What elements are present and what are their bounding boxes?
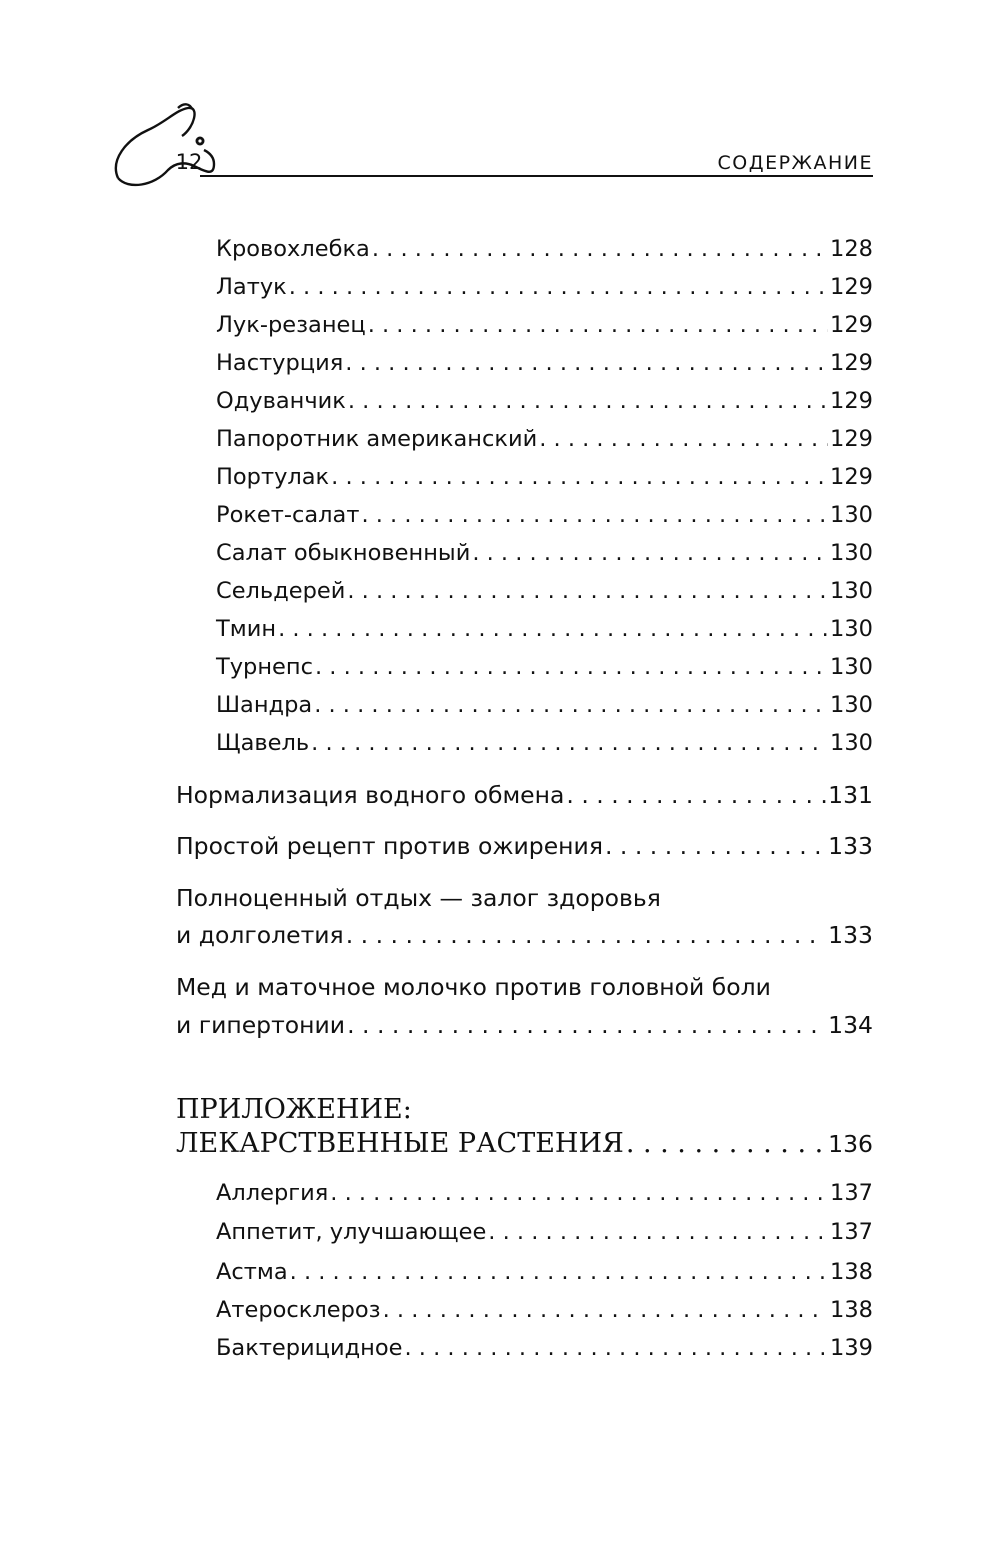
toc-entry	[216, 500, 873, 530]
toc-entry-page: 129	[830, 426, 873, 452]
page-number: 12	[175, 150, 203, 174]
toc-entry-title: Латук	[216, 274, 287, 300]
toc-entry	[216, 234, 873, 264]
toc-entry-title: Лук-резанец	[216, 312, 366, 338]
toc-entry	[216, 1178, 873, 1208]
toc-entry-title: Папоротник американский	[216, 426, 538, 452]
toc-entry	[216, 1217, 873, 1247]
toc-main-entry	[176, 831, 873, 861]
toc-entry-title: Салат обыкновенный	[216, 540, 471, 566]
toc-entry-title: Атеросклероз	[216, 1297, 381, 1323]
toc-entry-page: 129	[830, 274, 873, 300]
toc-entry-title: Кровохлебка	[216, 236, 370, 262]
leader-dots	[289, 272, 828, 302]
toc-entry-page: 136	[828, 1130, 873, 1158]
leader-dots	[290, 1257, 828, 1287]
toc-entry-page: 130	[830, 654, 873, 680]
leader-dots	[330, 1178, 828, 1208]
toc-entry-page: 128	[830, 236, 873, 262]
toc-entry-page: 138	[830, 1297, 873, 1323]
toc-entry-title: Сельдерей	[216, 578, 346, 604]
leader-dots	[488, 1217, 828, 1247]
toc-entry-title-line1: Мед и маточное молочко против головной боли	[176, 973, 771, 1001]
toc-entry-title: Простой рецепт против ожирения	[176, 832, 603, 860]
toc-entry-page: 138	[830, 1259, 873, 1285]
appendix-heading	[176, 1127, 873, 1161]
leader-dots	[348, 386, 828, 416]
toc-entry	[216, 424, 873, 454]
toc-entry-page: 130	[830, 502, 873, 528]
toc-entry-page: 133	[828, 832, 873, 860]
toc-entry-title: Турнепс	[216, 654, 313, 680]
toc-entry	[216, 538, 873, 568]
leader-dots	[346, 920, 826, 950]
toc-main-entry	[176, 780, 873, 810]
toc-entry	[216, 728, 873, 758]
toc-main-entry	[176, 920, 873, 950]
leader-dots	[539, 424, 828, 454]
leader-dots	[311, 728, 828, 758]
toc-entry	[216, 348, 873, 378]
appendix-heading-line1: ПРИЛОЖЕНИЕ:	[176, 1094, 412, 1125]
toc-entry-page: 137	[830, 1180, 873, 1206]
toc-entry	[216, 614, 873, 644]
leader-dots	[347, 576, 828, 606]
toc-entry-page: 129	[830, 388, 873, 414]
toc-entry	[216, 1333, 873, 1363]
page-header	[0, 0, 1000, 200]
toc-entry-page: 130	[830, 692, 873, 718]
toc-entry-page: 129	[830, 464, 873, 490]
leader-dots	[404, 1333, 828, 1363]
leader-dots	[368, 310, 828, 340]
toc-entry-title: Аппетит, улучшающее	[216, 1219, 487, 1245]
toc-entry-title: Рокет-салат	[216, 502, 360, 528]
toc-main-entry	[176, 1010, 873, 1040]
toc-entry-page: 137	[830, 1219, 873, 1245]
leader-dots	[361, 500, 828, 530]
leader-dots	[566, 780, 826, 810]
toc-entry	[216, 310, 873, 340]
toc-entry-title: Щавель	[216, 730, 310, 756]
leader-dots	[605, 831, 826, 861]
toc-entry	[216, 1257, 873, 1287]
leader-dots	[314, 690, 828, 720]
toc-entry-title: Одуванчик	[216, 388, 346, 414]
leader-dots	[383, 1295, 828, 1325]
toc-entry	[216, 1295, 873, 1325]
toc-entry	[216, 576, 873, 606]
toc-entry-title: Тмин	[216, 616, 277, 642]
toc-entry-title: Астма	[216, 1259, 288, 1285]
leader-dots	[372, 234, 828, 264]
toc-entry-page: 130	[830, 578, 873, 604]
running-title: СОДЕРЖАНИЕ	[717, 152, 873, 174]
toc-entry	[216, 462, 873, 492]
toc-entry-page: 139	[830, 1335, 873, 1361]
toc-entry-title: Шандра	[216, 692, 313, 718]
toc-entry-title-line1: Полноценный отдых — залог здоровья	[176, 884, 661, 912]
toc-entry-page: 130	[830, 616, 873, 642]
appendix-title: ЛЕКАРСТВЕННЫЕ РАСТЕНИЯ	[176, 1128, 624, 1159]
toc-entry	[216, 386, 873, 416]
toc-entry-title: Бактерицидное	[216, 1335, 403, 1361]
leader-dots	[315, 652, 828, 682]
toc-entry-page: 130	[830, 540, 873, 566]
leader-dots	[626, 1127, 826, 1161]
leader-dots	[347, 1010, 826, 1040]
toc-entry-page: 129	[830, 312, 873, 338]
toc-entry-page: 134	[828, 1011, 873, 1039]
leader-dots	[345, 348, 828, 378]
toc-entry-page: 133	[828, 921, 873, 949]
toc-entry-title: и долголетия	[176, 921, 344, 949]
toc-entry	[216, 690, 873, 720]
toc-entry-page: 129	[830, 350, 873, 376]
leader-dots	[278, 614, 828, 644]
toc-entry	[216, 272, 873, 302]
toc-entry-title: Нормализация водного обмена	[176, 781, 565, 809]
toc-entry-title: и гипертонии	[176, 1011, 346, 1039]
leader-dots	[331, 462, 828, 492]
header-rule	[200, 175, 873, 177]
toc-entry-title: Настурция	[216, 350, 344, 376]
leader-dots	[472, 538, 828, 568]
toc-entry	[216, 652, 873, 682]
toc-entry-title: Портулак	[216, 464, 330, 490]
toc-entry-page: 130	[830, 730, 873, 756]
toc-entry-title: Аллергия	[216, 1180, 329, 1206]
toc-entry-page: 131	[828, 781, 873, 809]
